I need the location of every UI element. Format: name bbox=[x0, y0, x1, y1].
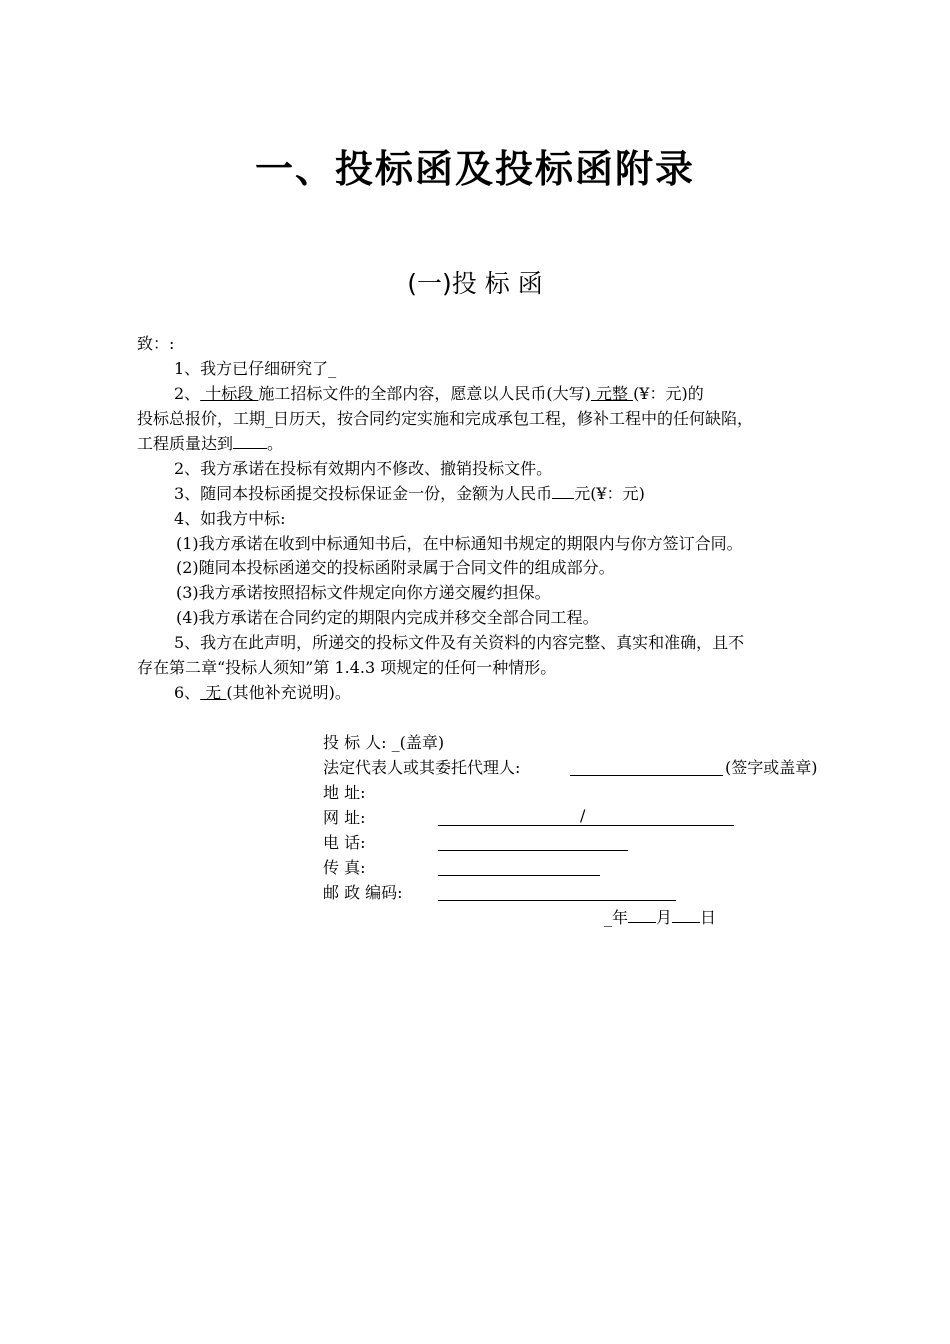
clause-5-item-3: (3)我方承诺按照招标文件规定向你方递交履约担保。 bbox=[176, 583, 551, 602]
website-separator: / bbox=[580, 806, 586, 825]
clause-3: 2、我方承诺在投标有效期内不修改、撤销投标文件。 bbox=[174, 459, 553, 478]
fax-blank bbox=[438, 875, 600, 876]
postcode-label: 邮 政 编码: bbox=[323, 883, 403, 902]
legal-rep-blank bbox=[570, 775, 723, 776]
legal-rep-suffix: (签字或盖章) bbox=[725, 758, 818, 777]
guarantee-blank bbox=[552, 484, 574, 499]
bid-section: 十标段 bbox=[200, 384, 259, 403]
clause-2-line-3 bbox=[137, 434, 283, 454]
quality-blank bbox=[233, 434, 267, 449]
website-blank bbox=[438, 825, 734, 826]
clause-6-line-1: 5、我方在此声明，所递交的投标文件及有关资料的内容完整、真实和准确，且不 bbox=[174, 633, 745, 652]
clause-2-prefix: 2、 bbox=[174, 384, 201, 403]
clause-5-item-4: (4)我方承诺在合同约定的期限内完成并移交全部合同工程。 bbox=[176, 608, 599, 627]
bid-amount: 元整 bbox=[590, 384, 634, 403]
clause-2-tail: (¥：元)的 bbox=[633, 384, 704, 403]
guarantee-tail: 元(¥：元) bbox=[574, 484, 645, 503]
fax-label: 传 真: bbox=[323, 858, 366, 877]
section-title: (一)投 标 函 bbox=[407, 269, 543, 298]
clause-7-prefix: 6、 bbox=[174, 683, 201, 702]
clause-7-tail: (其他补充说明)。 bbox=[226, 683, 351, 702]
addressee-line: 致：: bbox=[137, 334, 175, 353]
date-day-blank bbox=[672, 908, 700, 923]
quality-label: 工程质量达到 bbox=[137, 434, 234, 453]
bidder-label: 投 标 人: _(盖章) bbox=[323, 733, 445, 752]
date-day: 日 bbox=[700, 908, 717, 927]
clause-7 bbox=[174, 683, 351, 703]
date-month: 月 bbox=[656, 908, 673, 927]
date-line bbox=[604, 908, 716, 928]
page-title: 一、投标函及投标函附录 bbox=[254, 147, 695, 191]
guarantee-text: 3、随同本投标函提交投标保证金一份，金额为人民币 bbox=[174, 484, 553, 503]
date-year: _年 bbox=[604, 908, 629, 927]
clause-1: 1、我方已仔细研究了_ bbox=[174, 359, 337, 378]
supplement-value: 无 bbox=[200, 683, 227, 702]
website-label: 网 址: bbox=[323, 808, 366, 827]
phone-blank bbox=[438, 850, 628, 851]
clause-2-line-2: 投标总报价，工期_日历天，按合同约定实施和完成承包工程，修补工程中的任何缺陷， bbox=[137, 409, 754, 428]
clause-2-line-1 bbox=[174, 384, 704, 404]
clause-5-item-1: (1)我方承诺在收到中标通知书后，在中标通知书规定的期限内与你方签订合同。 bbox=[176, 534, 743, 553]
clause-2-text: 施工招标文件的全部内容，愿意以人民币(大写) bbox=[258, 384, 591, 403]
date-month-blank bbox=[628, 908, 656, 923]
clause-4 bbox=[174, 484, 645, 504]
phone-label: 电 话: bbox=[323, 833, 366, 852]
clause-5-item-2: (2)随同本投标函递交的投标函附录属于合同文件的组成部分。 bbox=[176, 558, 615, 577]
quality-period: 。 bbox=[267, 434, 284, 453]
legal-rep-label: 法定代表人或其委托代理人: bbox=[323, 758, 521, 777]
postcode-blank bbox=[438, 900, 676, 901]
clause-6-line-2: 存在第二章“投标人须知”第 1.4.3 项规定的任何一种情形。 bbox=[137, 658, 557, 677]
clause-5: 4、如我方中标: bbox=[174, 509, 286, 528]
address-label: 地 址: bbox=[323, 783, 366, 802]
